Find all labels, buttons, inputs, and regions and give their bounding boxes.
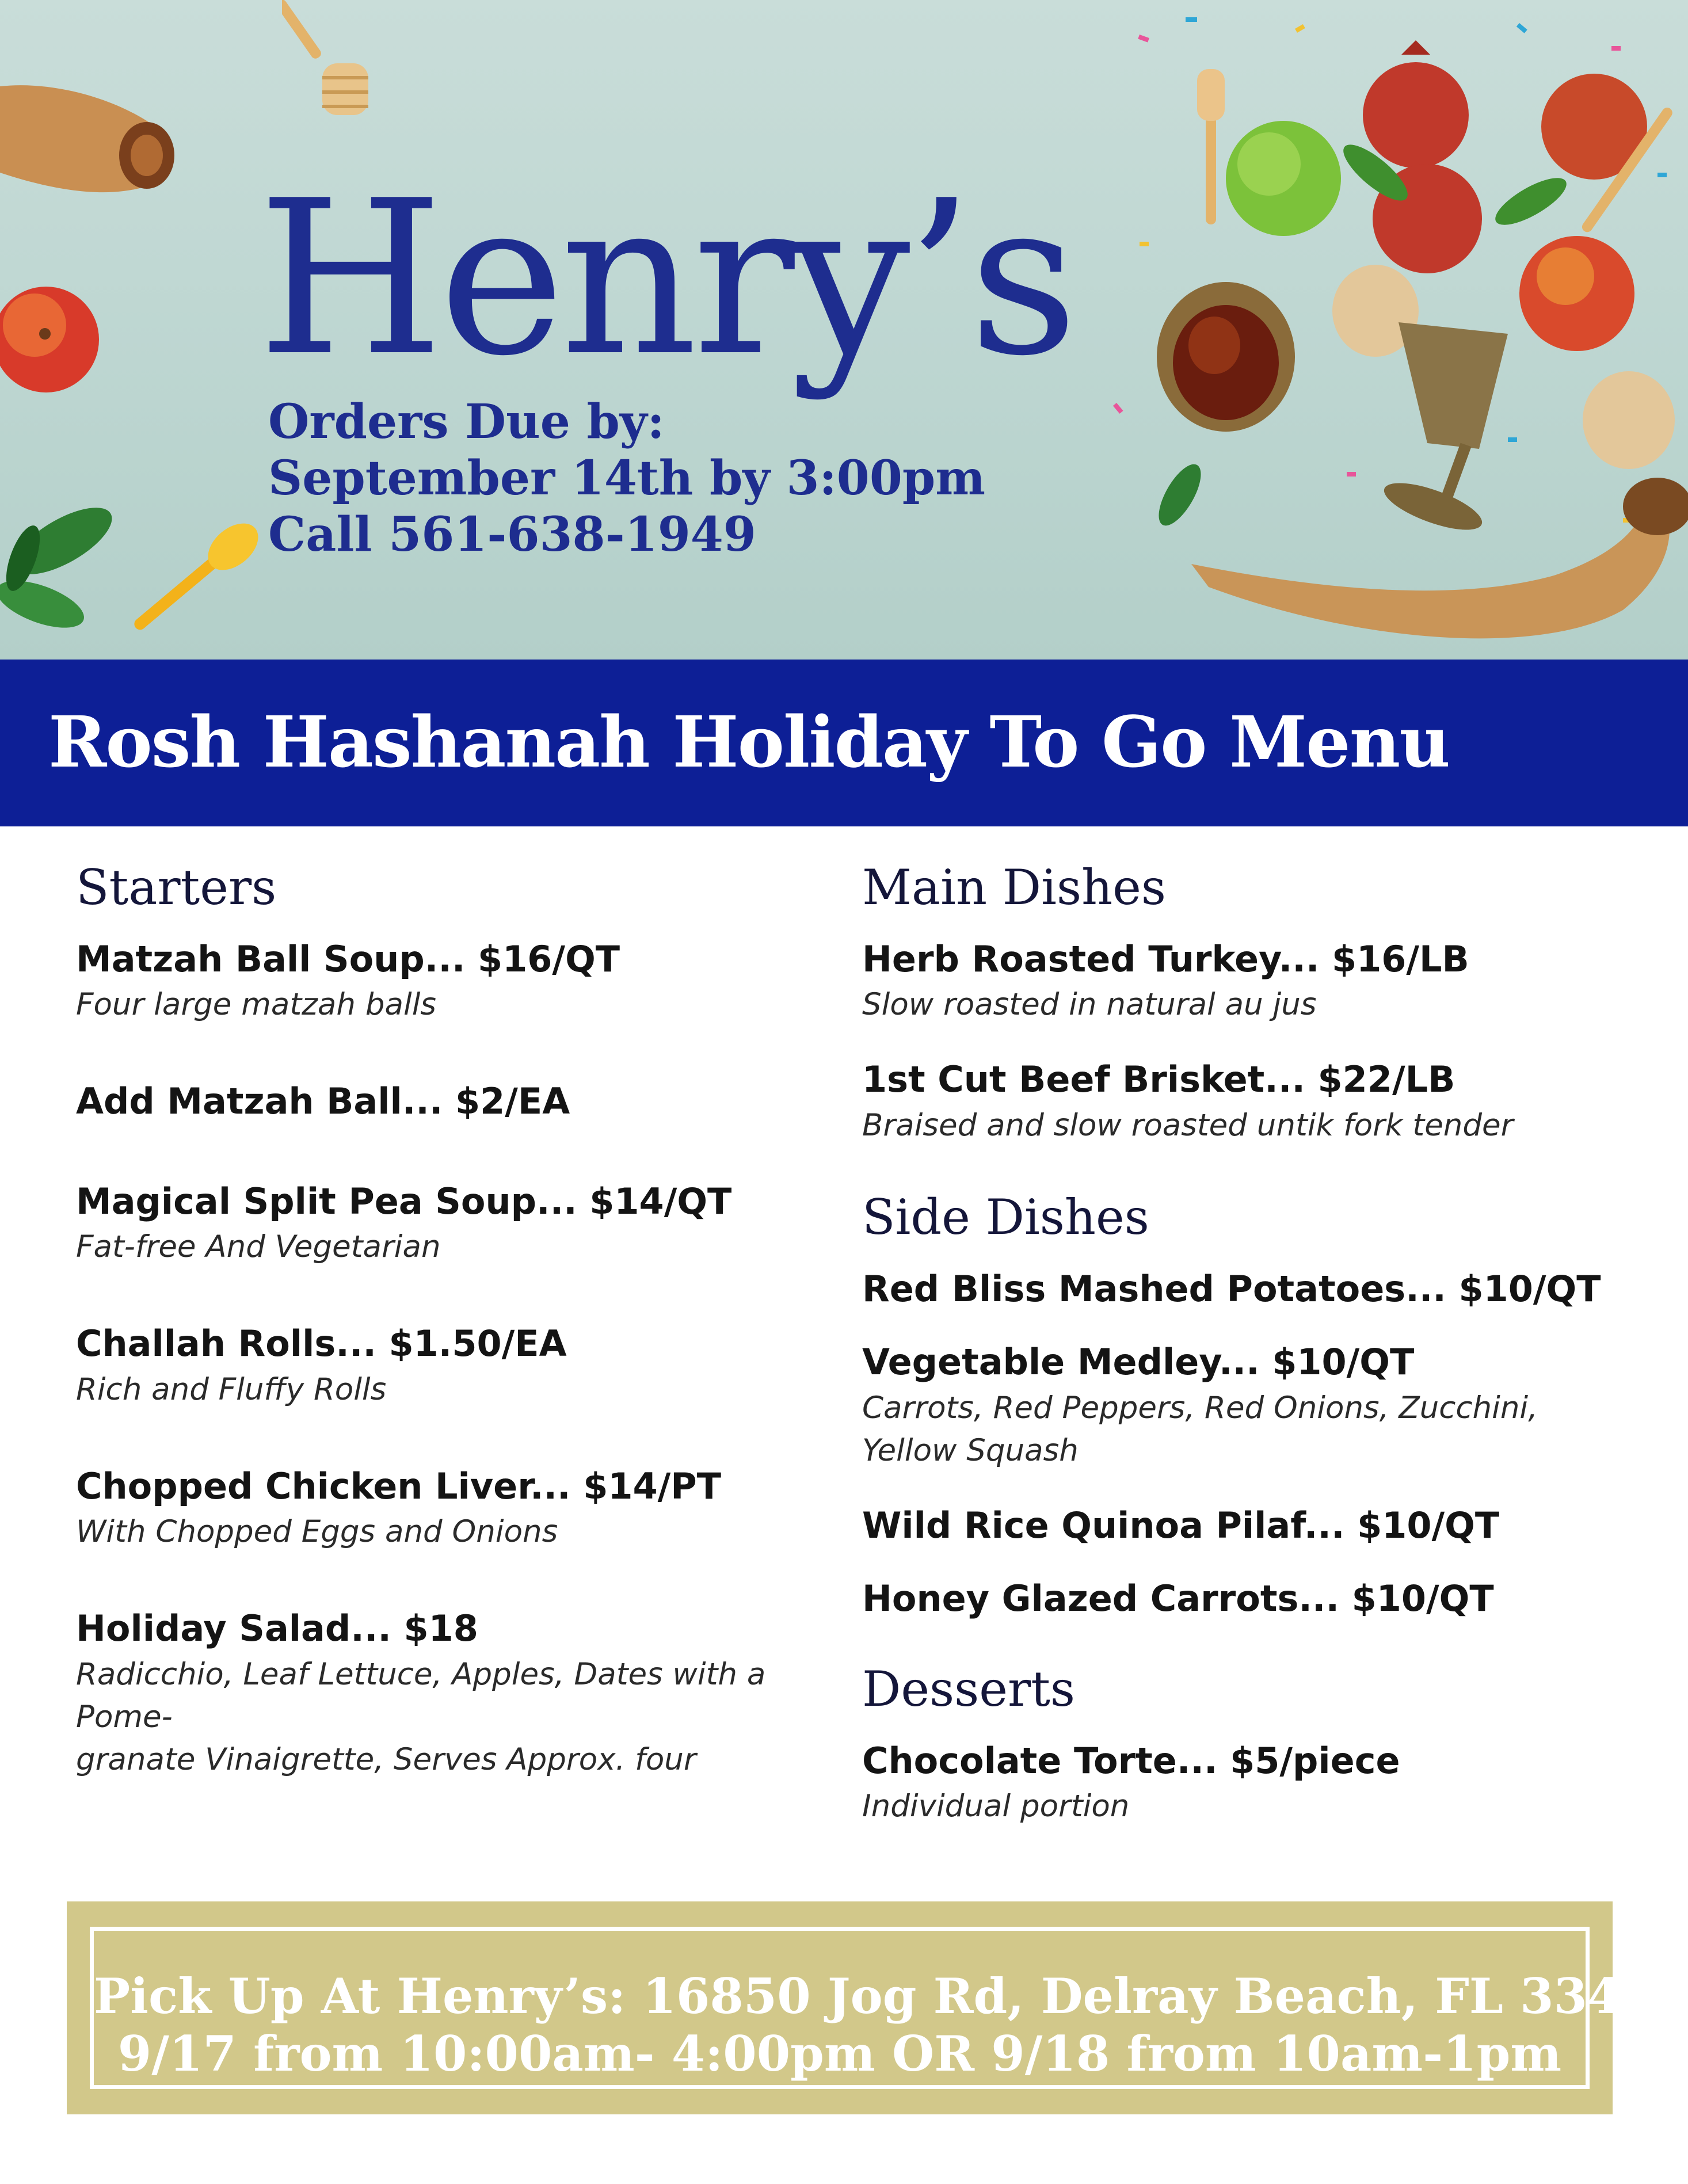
menu-item-name: Chocolate Torte... $5/piece (862, 1739, 1400, 1782)
menu-item-name: Vegetable Medley... $10/QT (862, 1341, 1415, 1383)
menu-item-name: Add Matzah Ball... $2/EA (76, 1080, 570, 1123)
honey-dipper-top-image (282, 0, 380, 127)
menu-item-name: Challah Rolls... $1.50/EA (76, 1322, 567, 1365)
holiday-still-life-image (1105, 0, 1688, 660)
menu-item-name: Honey Glazed Carrots... $10/QT (862, 1577, 1494, 1620)
menu-item-name: Herb Roasted Turkey... $16/LB (862, 938, 1469, 980)
menu-item-description-line: Yellow Squash (862, 1432, 1079, 1468)
menu-item-description: Four large matzah balls (76, 987, 437, 1023)
menu-item-description-line: Carrots, Red Peppers, Red Onions, Zucchini, (862, 1390, 1538, 1425)
apple-left-image (0, 270, 104, 409)
menu-item (76, 1466, 870, 1553)
order-phone-number[interactable]: Call 561-638-1949 (268, 507, 756, 562)
menu-item (76, 1181, 870, 1268)
header-banner (0, 0, 1688, 660)
honey-dipper-left-image (115, 518, 265, 660)
menu-item-description-line: granate Vinaigrette, Serves Approx. four (76, 1741, 696, 1777)
menu-item-description: Rich and Fluffy Rolls (76, 1371, 387, 1407)
menu-item (862, 1269, 1656, 1309)
section-title-starters: Starters (76, 859, 277, 916)
menu-item (76, 1609, 870, 1781)
section-title-side-dishes: Side Dishes (862, 1188, 1149, 1245)
menu-item-description: Braised and slow roasted untik fork tender (862, 1107, 1514, 1143)
menu-item-description: With Chopped Eggs and Onions (76, 1514, 558, 1550)
section-title-main-dishes: Main Dishes (862, 859, 1166, 916)
menu-item (862, 1059, 1656, 1146)
pickup-address: Pick Up At Henry’s: 16850 Jog Rd, Delray Beach, FL 33446 (94, 1968, 1688, 2025)
section-title-desserts: Desserts (862, 1660, 1076, 1717)
starters-column (76, 859, 870, 1836)
menu-item-description (76, 1653, 870, 1781)
mains-sides-desserts-column (862, 859, 1656, 1861)
menu-item-description: Individual portion (862, 1789, 1130, 1824)
orders-due-heading: Orders Due by: (268, 394, 665, 449)
menu-item (862, 1342, 1656, 1472)
pickup-times: 9/17 from 10:00am- 4:00pm OR 9/18 from 10am-1pm (117, 2025, 1562, 2082)
menu-item (862, 1579, 1656, 1618)
menu-item (76, 1081, 870, 1121)
menu-item (76, 1324, 870, 1411)
menu-item (76, 939, 870, 1026)
pickup-info-frame (90, 1927, 1688, 2089)
menu-item-name: Matzah Ball Soup... $16/QT (76, 938, 620, 980)
menu-item-name: Magical Split Pea Soup... $14/QT (76, 1180, 732, 1222)
pickup-info-box (67, 1901, 1688, 2114)
menu-item-description-line: Radicchio, Leaf Lettuce, Apples, Dates with a Pome- (76, 1656, 766, 1735)
menu-title: Rosh Hashanah Holiday To Go Menu (48, 700, 1450, 783)
menu-item (862, 1505, 1656, 1545)
brand-logo: Henry’s (258, 155, 1074, 403)
shofar-top-left-image (0, 63, 184, 201)
menu-item-name: 1st Cut Beef Brisket... $22/LB (862, 1058, 1455, 1101)
orders-due-date: September 14th by 3:00pm (268, 451, 986, 506)
menu-item-description: Slow roasted in natural au jus (862, 987, 1317, 1023)
menu-item-description: Fat-free And Vegetarian (76, 1229, 441, 1265)
menu-item-description (862, 1387, 1656, 1472)
menu-item-name: Chopped Chicken Liver... $14/PT (76, 1465, 721, 1507)
menu-item (862, 939, 1656, 1026)
leaves-left-image (0, 495, 127, 660)
menu-item (862, 1741, 1656, 1828)
menu-item-name: Wild Rice Quinoa Pilaf... $10/QT (862, 1504, 1500, 1546)
menu-title-bar (0, 660, 1688, 826)
menu-item-name: Holiday Salad... $18 (76, 1607, 478, 1650)
menu-item-name: Red Bliss Mashed Potatoes... $10/QT (862, 1267, 1601, 1310)
